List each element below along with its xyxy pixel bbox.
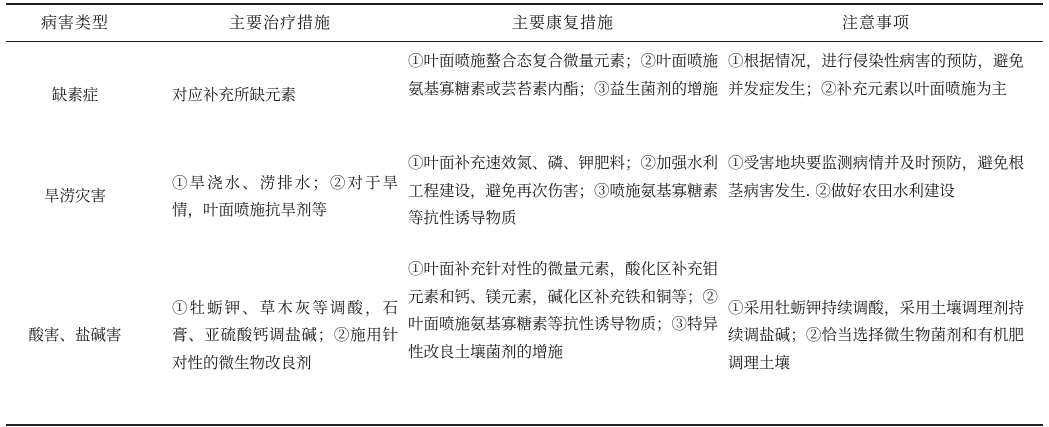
cell-notes: ①受害地块要监测病情并及时预防，避免根茎病害发生. ②做好农田水利建设 (728, 154, 1024, 200)
cell-treatment-text: ①牡蛎钾、草木灰等调酸，石膏、亚硫酸钙调盐碱；②施用针对性的微生物改良剂 (172, 298, 398, 372)
cell-recovery: ①叶面补充针对性的微量元素，酸化区补充钼元素和钙、镁元素，碱化区补充铁和铜等；②叶面喷施氨基寡糖素等抗性诱导物质；③特异性改良土壤菌剂的增施 (408, 260, 719, 361)
cell-recovery: ①叶面补充速效氮、磷、钾肥料；②加强水利工程建设，避免再次伤害；③喷施氨基寡糖素等抗性诱导物质 (408, 154, 719, 227)
cell-treatment-text: ①旱浇水、涝排水；②对于旱情，叶面喷施抗旱剂等 (172, 173, 398, 219)
cell-disease-type-text: 旱涝灾害 (43, 187, 106, 206)
cell-treatment-text: 对应补充所缺元素 (172, 86, 297, 105)
header-disease-type: 病害类型 (40, 13, 109, 32)
table-header-rule (6, 41, 1043, 42)
table-bottom-rule (6, 424, 1043, 426)
table-row (6, 150, 1043, 244)
cell-disease-type-text: 缺素症 (51, 86, 99, 105)
cell-disease-type (6, 48, 144, 144)
cell-disease-type-text: 酸害、盐碱害 (28, 326, 122, 345)
cell-treatment (172, 48, 398, 144)
cell-notes: ①根据情况，进行侵染性病害的预防，避免并发症发生；②补充元素以叶面喷施为主 (728, 52, 1024, 98)
header-recovery: 主要康复措施 (511, 13, 614, 32)
cell-notes-text: ①采用牡蛎钾持续调酸，采用土壤调理剂持续调盐碱；②恰当选择微生物菌剂和有机肥调理土壤 (728, 298, 1024, 372)
cell-disease-type (6, 150, 144, 244)
table-header (6, 5, 1043, 41)
cell-notes (728, 256, 1024, 416)
cell-disease-type (6, 256, 144, 416)
header-treatment: 主要治疗措施 (228, 13, 331, 32)
cell-recovery: ①叶面喷施螯合态复合微量元素；②叶面喷施氨基寡糖素或芸苔素内酯；③益生菌剂的增施 (408, 52, 719, 98)
table-row (6, 256, 1043, 416)
header-notes: 注意事项 (841, 13, 910, 32)
cell-treatment (172, 256, 398, 416)
table-row (6, 48, 1043, 144)
cell-treatment (172, 150, 398, 244)
